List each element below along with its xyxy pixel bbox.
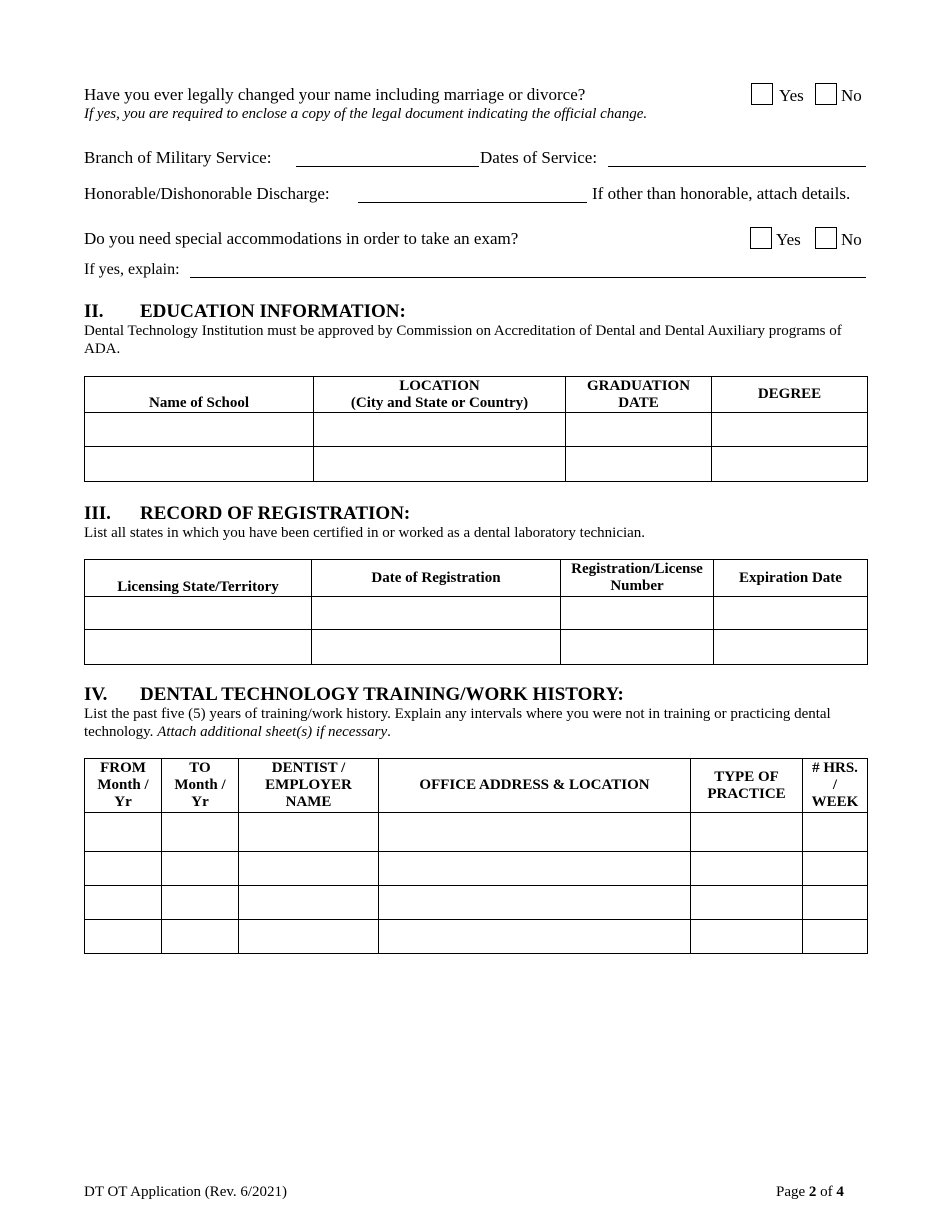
table-cell[interactable] bbox=[85, 813, 162, 852]
work-section-number: IV. bbox=[84, 684, 108, 705]
col-emp-l3: NAME bbox=[285, 794, 332, 810]
table-header-row bbox=[85, 560, 868, 597]
footer-page-current: 2 bbox=[808, 1184, 817, 1200]
education-table bbox=[84, 376, 868, 482]
name-change-yes-checkbox[interactable] bbox=[751, 83, 773, 105]
col-emp-l1: DENTIST / bbox=[271, 760, 346, 776]
footer-page-total: 4 bbox=[836, 1184, 844, 1200]
accommodations-yes-checkbox[interactable] bbox=[750, 227, 772, 249]
table-cell[interactable] bbox=[691, 886, 803, 920]
work-description-text: List the past five (5) years of training/work history. Explain any intervals where you were not in training or practicing dental technology. bbox=[84, 706, 831, 740]
table-row bbox=[85, 447, 868, 482]
accommodations-explain-label: If yes, explain: bbox=[84, 261, 180, 278]
col-hours-week bbox=[803, 759, 868, 813]
work-description-italic: Attach additional sheet(s) if necessary bbox=[157, 724, 388, 740]
col-type-l2: PRACTICE bbox=[707, 785, 786, 802]
table-cell[interactable] bbox=[566, 447, 712, 482]
col-to bbox=[162, 759, 239, 813]
col-to-l3: Yr bbox=[191, 794, 209, 810]
table-row bbox=[85, 886, 868, 920]
table-cell[interactable] bbox=[162, 886, 239, 920]
col-degree: DEGREE bbox=[712, 377, 868, 413]
discharge-field[interactable] bbox=[358, 202, 587, 203]
table-cell[interactable] bbox=[379, 886, 691, 920]
col-emp-l2: EMPLOYER bbox=[265, 777, 352, 793]
col-from bbox=[85, 759, 162, 813]
footer-page-of: of bbox=[820, 1184, 833, 1200]
table-cell[interactable] bbox=[85, 413, 314, 447]
table-cell[interactable] bbox=[312, 630, 561, 665]
table-cell[interactable] bbox=[239, 813, 379, 852]
col-from-l1: FROM bbox=[100, 760, 146, 776]
table-row bbox=[85, 630, 868, 665]
military-dates-label: Dates of Service: bbox=[480, 148, 598, 167]
table-cell[interactable] bbox=[379, 813, 691, 852]
name-change-question: Have you ever legally changed your name including marriage or divorce? bbox=[84, 85, 586, 104]
table-header-row bbox=[85, 759, 868, 813]
table-cell[interactable] bbox=[803, 813, 868, 852]
table-cell[interactable] bbox=[691, 920, 803, 954]
col-location-line1: LOCATION bbox=[399, 377, 480, 394]
table-row bbox=[85, 852, 868, 886]
table-row bbox=[85, 597, 868, 630]
table-cell[interactable] bbox=[566, 413, 712, 447]
discharge-note: If other than honorable, attach details. bbox=[592, 184, 851, 203]
col-type-l1: TYPE OF bbox=[714, 768, 779, 785]
table-cell[interactable] bbox=[85, 920, 162, 954]
accommodations-yes-label: Yes bbox=[776, 230, 801, 249]
registration-table bbox=[84, 559, 868, 665]
table-cell[interactable] bbox=[162, 813, 239, 852]
table-cell[interactable] bbox=[85, 852, 162, 886]
table-cell[interactable] bbox=[239, 886, 379, 920]
work-section-title: DENTAL TECHNOLOGY TRAINING/WORK HISTORY: bbox=[140, 684, 624, 705]
col-employer bbox=[239, 759, 379, 813]
table-cell[interactable] bbox=[714, 630, 868, 665]
col-regnum-line2: Number bbox=[610, 578, 664, 594]
table-cell[interactable] bbox=[691, 813, 803, 852]
work-description bbox=[84, 705, 874, 741]
table-cell[interactable] bbox=[162, 920, 239, 954]
name-change-note: If yes, you are required to enclose a copy of the legal document indicating the official change. bbox=[84, 106, 648, 122]
table-row bbox=[85, 813, 868, 852]
footer-page-word: Page bbox=[776, 1184, 806, 1200]
col-regnum-line1: Registration/License bbox=[571, 561, 703, 577]
table-header-row bbox=[85, 377, 868, 413]
footer-revision: DT OT Application (Rev. 6/2021) bbox=[84, 1184, 288, 1200]
name-change-no-label: No bbox=[841, 86, 862, 105]
table-cell[interactable] bbox=[162, 852, 239, 886]
table-cell[interactable] bbox=[803, 886, 868, 920]
col-type-practice bbox=[691, 759, 803, 813]
table-cell[interactable] bbox=[561, 630, 714, 665]
col-hrs-l3: WEEK bbox=[811, 794, 859, 810]
accommodations-no-label: No bbox=[841, 230, 862, 249]
table-cell[interactable] bbox=[85, 886, 162, 920]
table-cell[interactable] bbox=[314, 413, 566, 447]
name-change-no-checkbox[interactable] bbox=[815, 83, 837, 105]
discharge-label: Honorable/Dishonorable Discharge: bbox=[84, 184, 330, 203]
col-from-l3: Yr bbox=[114, 794, 132, 810]
col-school: Name of School bbox=[85, 377, 314, 413]
table-cell[interactable] bbox=[803, 852, 868, 886]
table-cell[interactable] bbox=[85, 630, 312, 665]
col-to-l1: TO bbox=[189, 760, 211, 776]
col-date-registration: Date of Registration bbox=[312, 560, 561, 597]
col-expiration: Expiration Date bbox=[714, 560, 868, 597]
table-cell[interactable] bbox=[239, 920, 379, 954]
table-cell[interactable] bbox=[691, 852, 803, 886]
col-graduation bbox=[566, 377, 712, 413]
work-description-end: . bbox=[387, 724, 391, 740]
col-from-l2: Month / bbox=[97, 777, 149, 793]
registration-section-title: RECORD OF REGISTRATION: bbox=[140, 503, 411, 524]
col-location bbox=[314, 377, 566, 413]
name-change-yes-label: Yes bbox=[779, 86, 804, 105]
footer-page-number bbox=[776, 1184, 844, 1201]
table-row bbox=[85, 413, 868, 447]
table-cell[interactable] bbox=[561, 597, 714, 630]
military-branch-field[interactable] bbox=[296, 166, 479, 167]
education-section-title: EDUCATION INFORMATION: bbox=[140, 301, 406, 322]
table-cell[interactable] bbox=[714, 597, 868, 630]
military-dates-field[interactable] bbox=[608, 166, 866, 167]
table-cell[interactable] bbox=[712, 413, 868, 447]
col-grad-line2: DATE bbox=[618, 394, 659, 411]
registration-description: List all states in which you have been certified in or worked as a dental laboratory technician. bbox=[84, 525, 646, 541]
accommodations-question: Do you need special accommodations in order to take an exam? bbox=[84, 229, 519, 248]
table-cell[interactable] bbox=[85, 447, 314, 482]
table-cell[interactable] bbox=[312, 597, 561, 630]
table-cell[interactable] bbox=[803, 920, 868, 954]
table-cell[interactable] bbox=[379, 920, 691, 954]
education-section-number: II. bbox=[84, 301, 104, 322]
table-cell[interactable] bbox=[314, 447, 566, 482]
col-grad-line1: GRADUATION bbox=[586, 377, 691, 394]
accommodations-no-checkbox[interactable] bbox=[815, 227, 837, 249]
work-history-table bbox=[84, 758, 868, 954]
military-branch-label: Branch of Military Service: bbox=[84, 148, 272, 167]
table-cell[interactable] bbox=[712, 447, 868, 482]
table-cell[interactable] bbox=[239, 852, 379, 886]
table-row bbox=[85, 920, 868, 954]
table-cell[interactable] bbox=[379, 852, 691, 886]
registration-section-number: III. bbox=[84, 503, 111, 524]
col-office-address: OFFICE ADDRESS & LOCATION bbox=[379, 759, 691, 813]
col-registration-number bbox=[561, 560, 714, 597]
table-cell[interactable] bbox=[85, 597, 312, 630]
col-hrs-l2: / bbox=[832, 777, 838, 793]
col-hrs-l1: # HRS. bbox=[812, 760, 858, 776]
accommodations-explain-field[interactable] bbox=[190, 277, 866, 278]
col-to-l2: Month / bbox=[174, 777, 226, 793]
education-description: Dental Technology Institution must be approved by Commission on Accreditation of Dental and Dental Auxiliary programs of ADA. bbox=[84, 323, 842, 357]
col-licensing-state: Licensing State/Territory bbox=[85, 560, 312, 597]
col-location-line2: (City and State or Country) bbox=[350, 394, 529, 411]
